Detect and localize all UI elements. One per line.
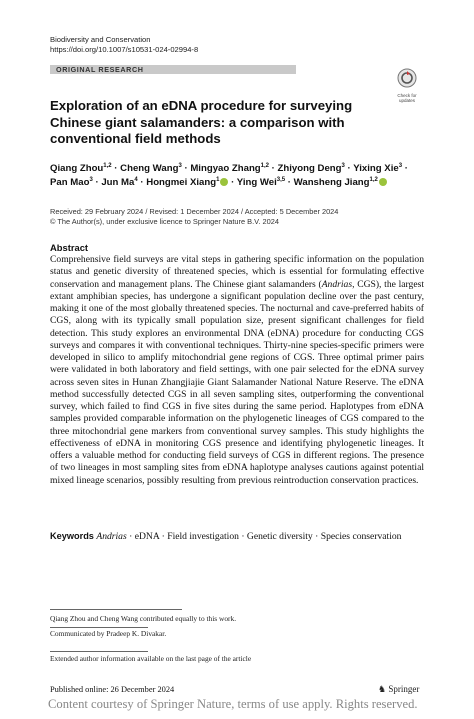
date-history: Received: 29 February 2024 / Revised: 1 December 2024 / Accepted: 5 December 2024 (50, 207, 339, 216)
abstract-heading: Abstract (50, 242, 89, 253)
published-date: Published online: 26 December 2024 (50, 685, 175, 694)
abstract-text: , CGS), the largest extant amphibian species, has undergone a significant population decline over the past century, making it one of the most globally threatened species. The nocturnal and cave-preferred habits of CGS, along with its typically small population size, present significant challenges for field detection. This study explores an environmental DNA (eDNA) procedure for conducting CGS surveys and compares it with conventional techniques. Thirty-nine species-specific primers were developed in silico to amplify mitochondrial gene regions of CGS. Three optimal primer pairs were validated in both laboratory and field settings, with one pair selected for the eDNA survey across seven sites in Hunan Zhangjiajie Giant Salamander National Nature Reserve. The eDNA method successfully detected CGS in all seven sampling sites, outperforming the conventional survey, which failed to find CGS in five sites during the same period. Haplotypes from eDNA samples provided comparable information on the phylogenetic lineages of CGS compared to the three mitochondrial gene markers from conventional survey samples. This study highlights the effectiveness of eDNA in monitoring CGS presence and identifying phylogenetic lineages. It offers a valuable method for conducting field surveys of CGS in different regions. The presence of two lineages in most sampling sites from eDNA haplotype analyses cautions against potential mixed lineage scenarios, possibly resulting from previous reintroduction conservation practices. (50, 278, 424, 486)
author-affiliation: 3 (89, 177, 93, 183)
author-affiliation: 1,2 (369, 177, 378, 183)
journal-name: Biodiversity and Conservation (50, 35, 151, 44)
footnote-communicated: Communicated by Pradeep K. Divakar. (50, 629, 167, 638)
journal-header (50, 35, 198, 55)
author-name[interactable]: Mingyao Zhang (190, 163, 261, 174)
badge-label-1: Check for (397, 93, 417, 98)
author-affiliation: 3 (398, 163, 403, 169)
article-dates (50, 207, 338, 227)
orcid-icon[interactable] (379, 178, 387, 186)
keywords-heading: Keywords (50, 531, 94, 541)
author-name[interactable]: Qiang Zhou (50, 163, 104, 174)
author-affiliation: 3 (341, 163, 345, 169)
footnote-divider (50, 609, 182, 610)
footnote-contrib: Qiang Zhou and Cheng Wang contributed equally to this work. (50, 614, 237, 623)
section-label: ORIGINAL RESEARCH (50, 65, 296, 74)
footnote-extended: Extended author information available on the last page of the article (50, 654, 252, 663)
author-name[interactable]: Yixing Xie (353, 163, 399, 174)
keyword-item: Field investigation (167, 531, 239, 542)
author-affiliation: 3,5 (276, 177, 286, 183)
author-affiliation: 4 (134, 177, 138, 183)
abstract-body (50, 254, 424, 487)
author-name[interactable]: Ying Wei (236, 177, 277, 188)
keyword-item: Genetic diversity (246, 531, 313, 542)
keyword-item: eDNA (134, 531, 160, 542)
footnote-divider (50, 651, 148, 652)
author-name[interactable]: Wansheng Jiang (293, 177, 370, 188)
article-title: Exploration of an eDNA procedure for surveying Chinese giant salamanders: a comparison with conventional field methods (50, 98, 353, 146)
copyright-line: © The Author(s), under exclusive licence to Springer Nature B.V. 2024 (50, 217, 279, 226)
author-list: Qiang Zhou$^{1,2}$ · Cheng Wang$^3$ · Mingyao Zhang$^{1,2}$ · Zhiyong Deng$^3$ · Yixing Xie$^3$ · Pan Mao$^3$ · Jun $Ma^4$ · Hongmei Xiang$^1$ · Ying Wei$^{3,5}$ · Wansheng Jiang$^{1,2}$ (50, 163, 408, 188)
author-affiliation: 1,2 (260, 163, 270, 169)
orcid-icon[interactable] (220, 178, 228, 186)
publisher-name: Springer (388, 684, 420, 694)
badge-label-2: updates (398, 98, 415, 103)
author-name[interactable]: Zhiyong Deng (277, 163, 342, 174)
abstract-text: Comprehensive field surveys are vital steps in gathering specific information on the population status and genetic diversity of threatened species, which is essential for formulating effective conservation and management plans. The Chinese giant salamanders ( (50, 254, 424, 290)
check-for-updates-badge[interactable] (392, 68, 422, 103)
keywords: Keywords Andrias · eDNA · Field investigation · Genetic diversity · Species conservation (50, 531, 402, 542)
courtesy-notice: Content courtesy of Springer Nature, terms of use apply. Rights reserved. (48, 697, 418, 711)
abstract-genus: Andrias (321, 278, 353, 290)
doi-link[interactable]: https://doi.org/10.1007/s10531-024-02994-8 (50, 45, 199, 54)
author-name[interactable]: Cheng Wang (120, 163, 179, 174)
author-affiliation: 1,2 (103, 163, 112, 169)
keyword-item: Species conservation (320, 531, 402, 542)
publisher-logo (378, 684, 419, 695)
check-updates-icon (397, 68, 417, 88)
author-affiliation: 3 (178, 163, 182, 169)
author-name[interactable]: Pan Mao (50, 177, 90, 188)
author-name[interactable]: Hongmei Xiang (146, 177, 217, 188)
keyword-item: Andrias (96, 531, 127, 542)
author-affiliation: 1 (216, 177, 220, 183)
author-name[interactable]: Jun Ma (101, 177, 135, 188)
springer-horse-icon: ♞ (378, 684, 387, 694)
footnote-divider (50, 627, 148, 628)
